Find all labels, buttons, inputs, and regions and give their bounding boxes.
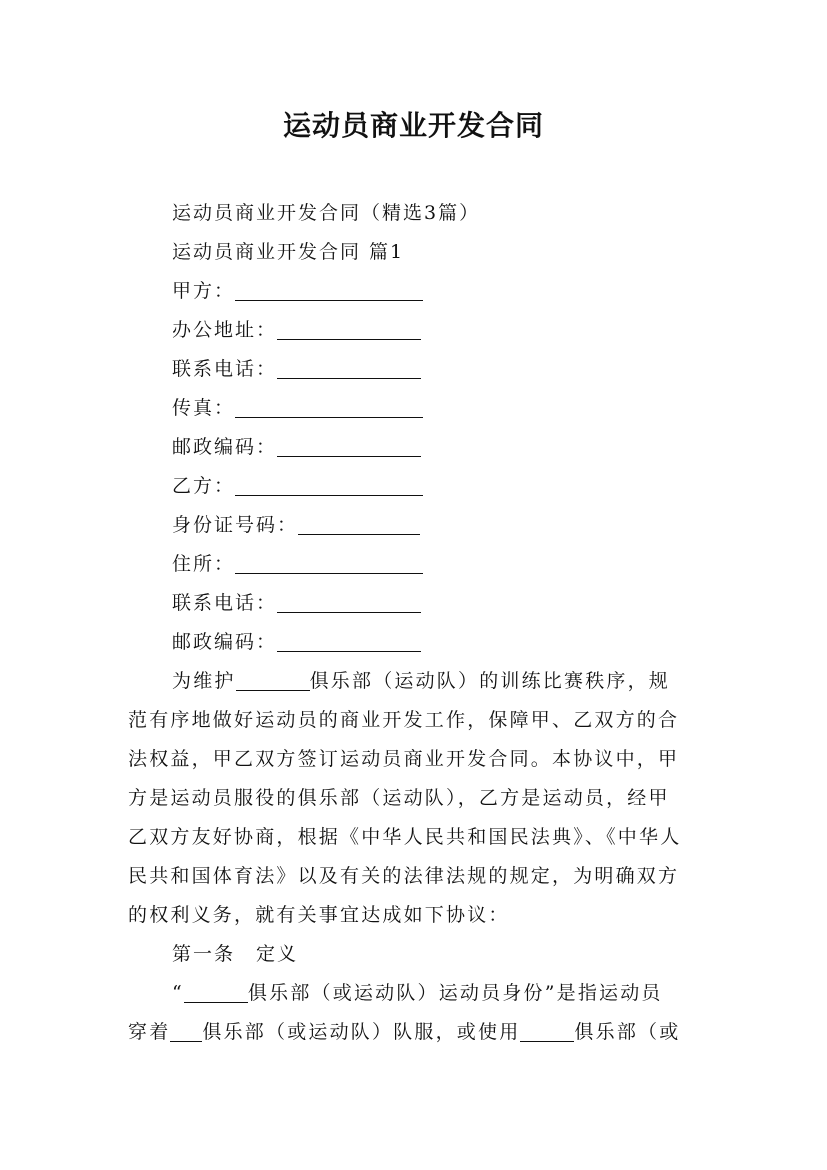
intro-line-3: 法权益，甲乙双方签订运动员商业开发合同。本协议中，甲 (128, 748, 680, 770)
field-phone-b (172, 588, 421, 615)
field-id-number (172, 510, 420, 537)
text-run: “ (172, 982, 184, 1004)
document-subtitle: 运动员商业开发合同（精选3篇） (172, 202, 481, 224)
blank-line (277, 631, 421, 652)
intro-line-1 (172, 666, 702, 693)
intro-line-6: 民共和国体育法》以及有关的法律法规的规定，为明确双方 (128, 865, 680, 887)
field-phone-a (172, 354, 421, 381)
text-run: 穿着 (128, 1021, 171, 1043)
article-1-line-2 (128, 1017, 702, 1044)
intro-line-2: 范有序地做好运动员的商业开发工作，保障甲、乙双方的合 (128, 709, 680, 731)
blank-line (277, 319, 421, 340)
blank-line (277, 358, 421, 379)
field-label: 乙方： (172, 475, 236, 497)
field-postcode-b (172, 627, 421, 654)
text-run: 为维护 (172, 670, 236, 692)
blank-line (235, 397, 423, 418)
field-fax (172, 393, 423, 420)
field-residence (172, 549, 423, 576)
field-label: 邮政编码： (172, 436, 278, 458)
field-label: 甲方： (172, 280, 236, 302)
blank-line (235, 280, 423, 301)
field-label: 住所： (172, 553, 236, 575)
document-title: 运动员商业开发合同 (282, 109, 544, 142)
text-run: 俱乐部（或运动队）队服，或使用 (202, 1021, 521, 1043)
text-run: 俱乐部（或运动队）运动员身份”是指运动员 (247, 982, 663, 1004)
blank-line (184, 982, 248, 1003)
field-label: 邮政编码： (172, 631, 278, 653)
blank-line (298, 514, 420, 535)
chapter-heading: 运动员商业开发合同 篇1 (172, 241, 405, 263)
field-party-a (172, 276, 423, 303)
blank-line (277, 592, 421, 613)
field-party-b (172, 471, 423, 498)
field-label: 联系电话： (172, 358, 278, 380)
field-label: 联系电话： (172, 592, 278, 614)
blank-line (235, 553, 423, 574)
field-label: 办公地址： (172, 319, 278, 341)
field-label: 传真： (172, 397, 236, 419)
text-run: 俱乐部（运动队）的训练比赛秩序，规 (309, 670, 671, 692)
blank-line (236, 670, 310, 691)
article-1-line-1 (172, 978, 702, 1005)
blank-line (277, 436, 421, 457)
blank-line (170, 1021, 202, 1042)
intro-line-7: 的权利义务，就有关事宜达成如下协议： (128, 904, 510, 926)
article-1-heading: 第一条 定义 (172, 943, 299, 965)
intro-line-4: 方是运动员服役的俱乐部（运动队），乙方是运动员，经甲 (128, 787, 670, 809)
field-office-address (172, 315, 421, 342)
blank-line (520, 1021, 574, 1042)
intro-line-5: 乙双方友好协商，根据《中华人民共和国民法典》、《中华人 (128, 826, 682, 848)
field-label: 身份证号码： (172, 514, 299, 536)
blank-line (235, 475, 423, 496)
text-run: 俱乐部（或 (574, 1021, 681, 1043)
field-postcode-a (172, 432, 421, 459)
